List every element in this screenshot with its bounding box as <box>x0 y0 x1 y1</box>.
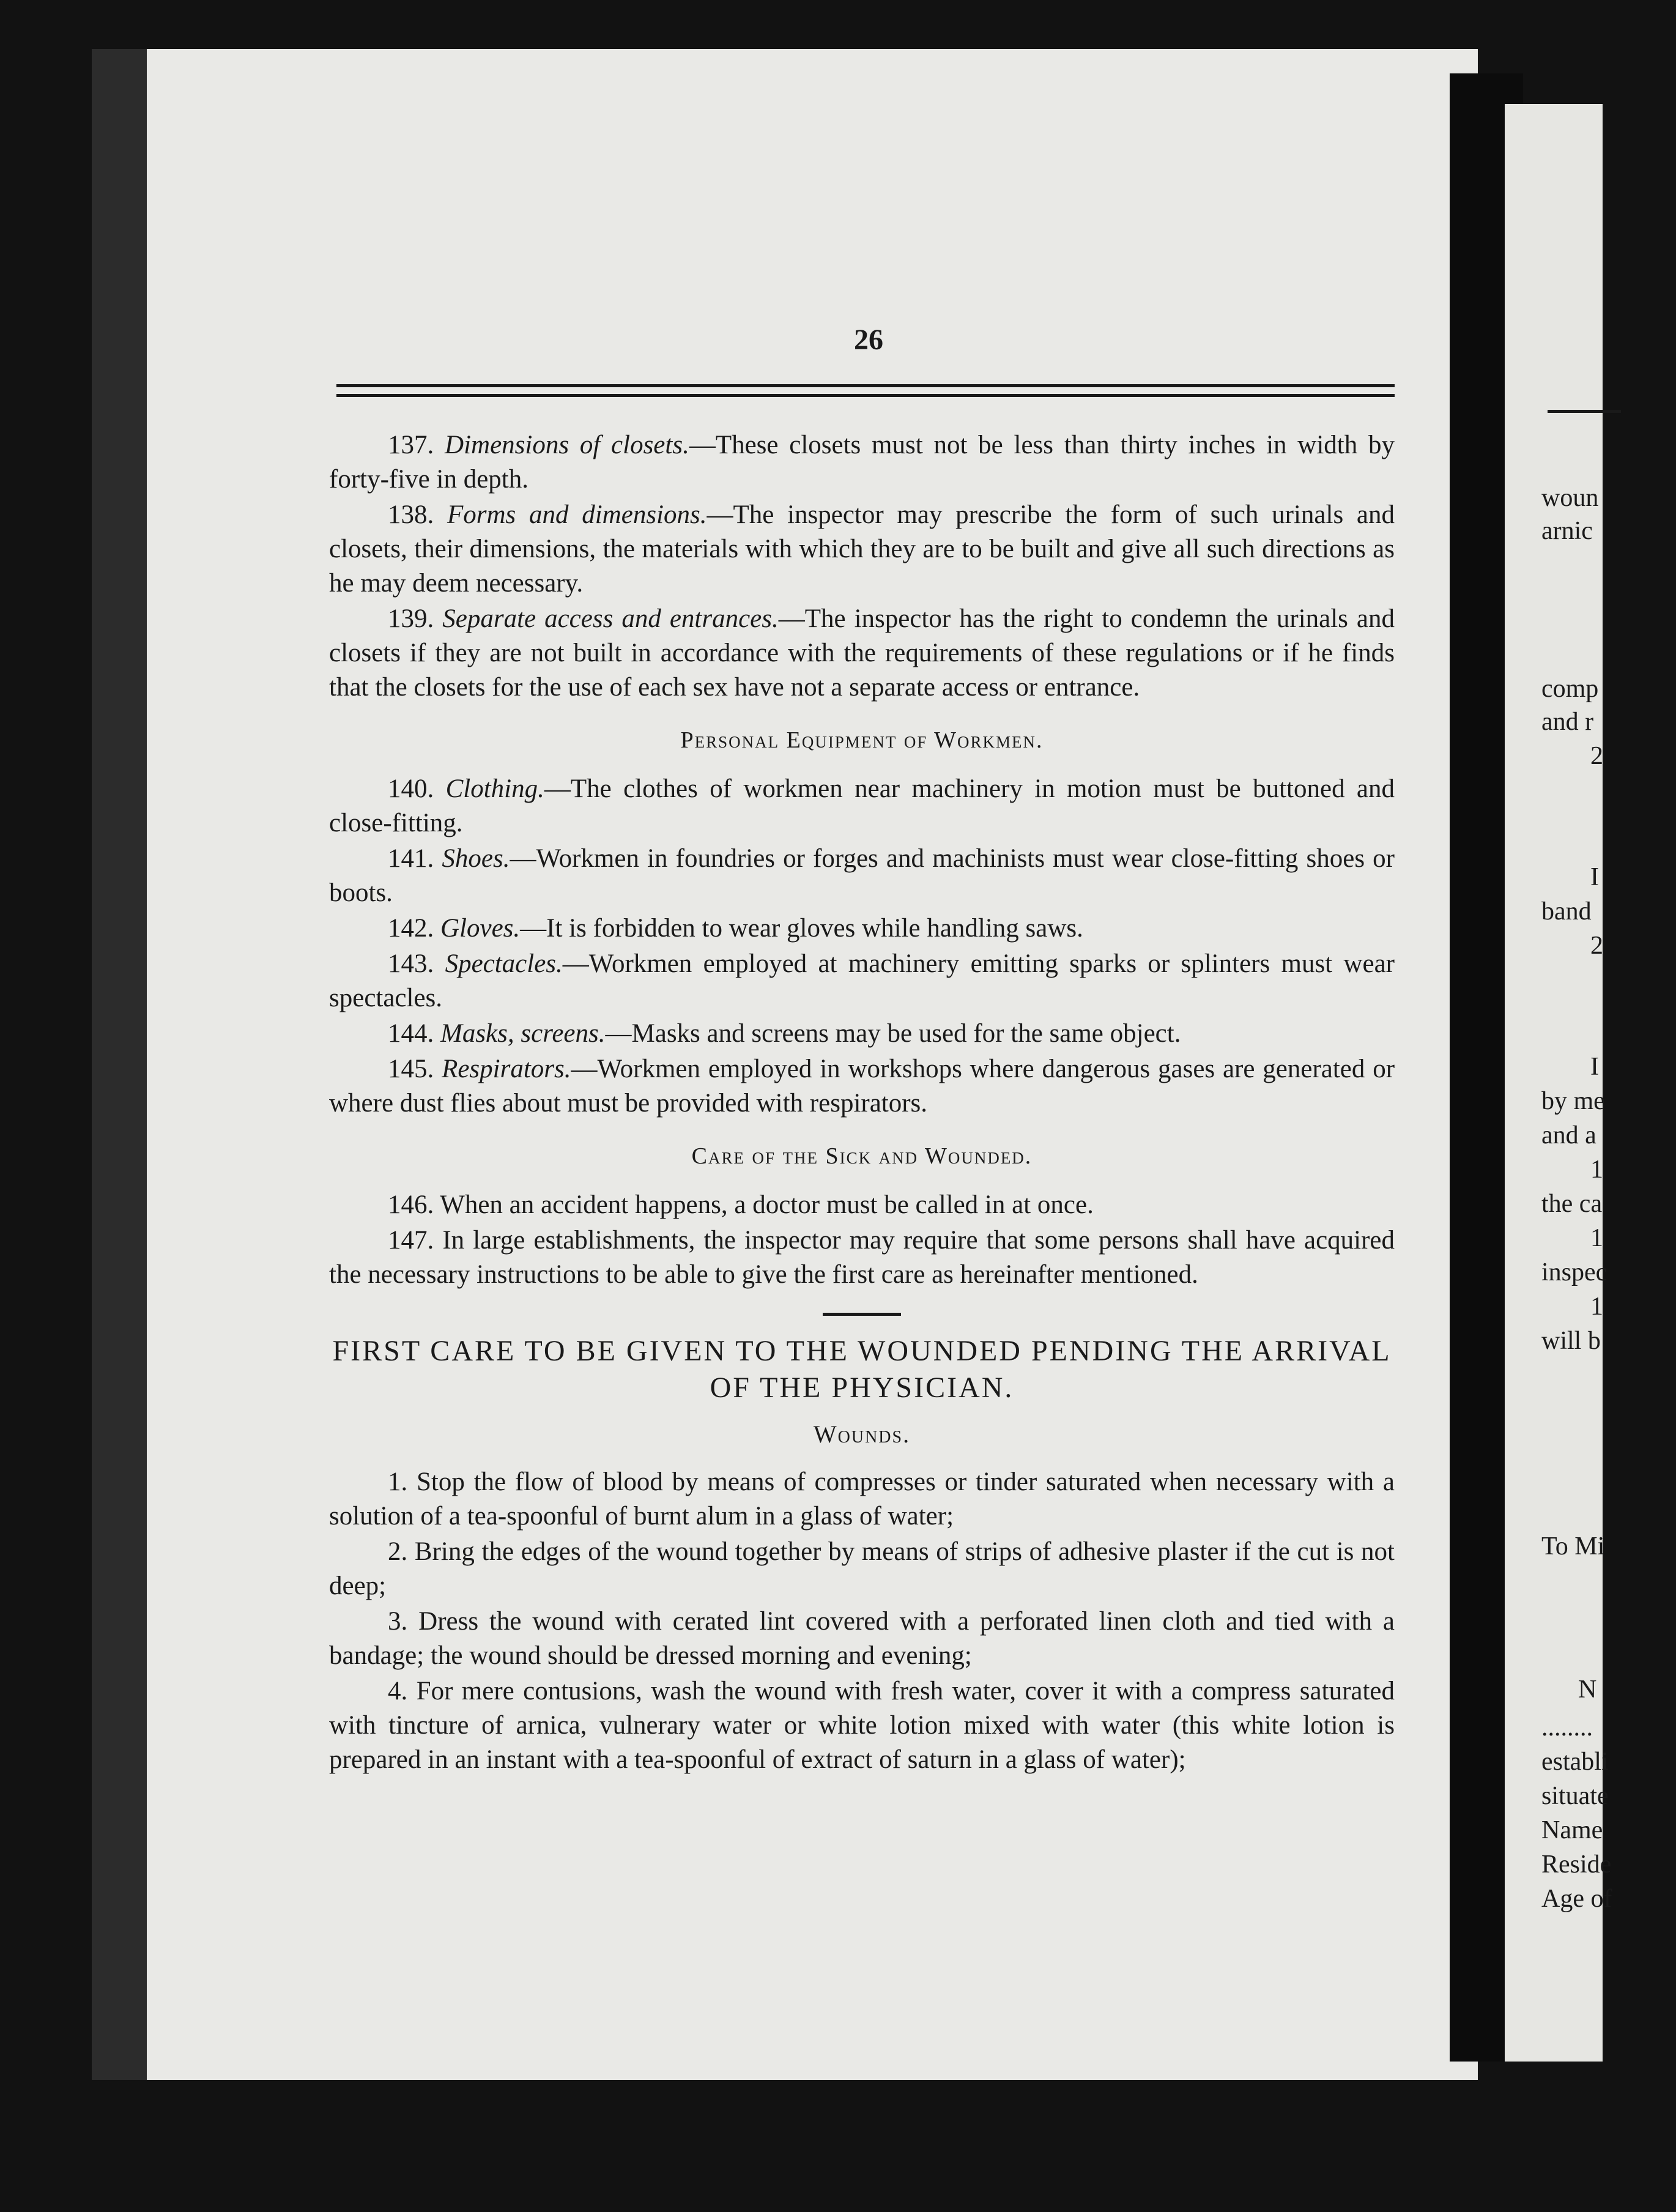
section-divider <box>823 1313 901 1316</box>
section-text: —Masks and screens may be used for the same object. <box>605 1019 1181 1048</box>
section-title: Spectacles. <box>445 949 563 978</box>
section-140 <box>329 772 1395 841</box>
section-text: —The inspector may prescribe the form of such urinals and closets, their dimensions, the materials with which they are to be built and give all such directions as he may deem necessary. <box>329 500 1395 598</box>
section-title: Masks, screens. <box>440 1019 606 1048</box>
section-number: 141. <box>388 844 434 873</box>
first-care-title: FIRST CARE TO BE GIVEN TO THE WOUNDED PENDING THE ARRIVAL OF THE PHYSICIAN. <box>332 1335 1392 1404</box>
section-text: —Workmen employed at machinery emitting sparks or splinters must wear spectacles. <box>329 949 1395 1012</box>
next-page-fragment: and a <box>1541 1121 1596 1149</box>
heading-care-sick-wounded: Care of the Sick and Wounded. <box>691 1143 1033 1169</box>
next-page-fragment: by me <box>1541 1087 1605 1115</box>
section-146 <box>329 1188 1395 1222</box>
section-143 <box>329 947 1395 1015</box>
item-text: Dress the wound with cerated lint covered with a perforated linen cloth and tied with a bandage; the wound should be dressed morning and evening; <box>329 1607 1395 1670</box>
wounds-item-2 <box>329 1535 1395 1603</box>
next-page-fragment: arnic <box>1541 517 1593 545</box>
next-page-rule <box>1548 410 1621 413</box>
section-text: —Workmen in foundries or forges and machinists must wear close-fitting shoes or boots. <box>329 844 1395 907</box>
next-page-fragment: establi <box>1541 1748 1609 1776</box>
section-137 <box>329 428 1395 497</box>
next-page-fragment: 2 <box>1590 742 1603 770</box>
section-number: 143. <box>388 949 434 978</box>
section-number: 146. <box>388 1190 434 1219</box>
item-number: 2. <box>388 1537 408 1566</box>
section-141 <box>329 842 1395 910</box>
header-rule-top <box>336 384 1395 387</box>
next-page-fragment: 1 <box>1590 1156 1603 1184</box>
next-page-fragment: I <box>1590 863 1599 891</box>
section-number: 145. <box>388 1055 434 1083</box>
next-page-fragment: N <box>1578 1676 1597 1704</box>
item-number: 3. <box>388 1607 408 1636</box>
item-number: 1. <box>388 1468 408 1496</box>
header-rule-bottom <box>336 394 1395 397</box>
next-page-fragment: and r <box>1541 708 1594 736</box>
next-page-fragment: situate <box>1541 1782 1609 1810</box>
next-page-fragment: To Mi <box>1541 1532 1605 1561</box>
next-page-fragment: comp <box>1541 675 1599 703</box>
section-text: —These closets must not be less than thirty inches in width by forty-five in depth. <box>329 431 1395 494</box>
section-number: 140. <box>388 774 434 803</box>
next-page-fragment: ........ <box>1541 1713 1593 1742</box>
section-title: Gloves. <box>440 914 521 943</box>
next-page-fragment: Age of <box>1541 1885 1612 1913</box>
next-page-fragment: 1 <box>1590 1293 1603 1321</box>
section-142 <box>329 911 1395 946</box>
section-144 <box>329 1017 1395 1051</box>
section-text: When an accident happens, a doctor must be called in at once. <box>440 1190 1094 1219</box>
heading-wounds: Wounds. <box>813 1420 911 1448</box>
section-title: Shoes. <box>442 844 510 873</box>
section-number: 147. <box>388 1226 434 1255</box>
next-page-fragment: Reside <box>1541 1850 1612 1879</box>
section-number: 137. <box>388 431 434 459</box>
section-title: Forms and dimensions. <box>447 500 707 529</box>
item-number: 4. <box>388 1677 408 1705</box>
section-text: —Workmen employed in workshops where dangerous gases are generated or where dust flies about must be provided with respirators. <box>329 1055 1395 1118</box>
section-147 <box>329 1223 1395 1292</box>
section-title: Clothing. <box>445 774 544 803</box>
next-page-fragment: the ca <box>1541 1190 1603 1218</box>
section-139 <box>329 602 1395 705</box>
wounds-item-4 <box>329 1674 1395 1777</box>
item-text: Stop the flow of blood by means of compresses or tinder saturated when necessary with a solution of a tea-spoonful of burnt alum in a glass of water; <box>329 1468 1395 1531</box>
section-title: Dimensions of closets. <box>445 431 689 459</box>
heading-personal-equipment: Personal Equipment of Workmen. <box>680 727 1044 753</box>
item-text: For mere contusions, wash the wound with fresh water, cover it with a compress saturated with tincture of arnica, vulnerary water or white lotion mixed with water (this white lotion is prepared in an instant with a tea-spoonful of extract of saturn in a glass of water); <box>329 1677 1395 1774</box>
next-page-fragment: Name <box>1541 1816 1603 1844</box>
text-column <box>329 428 1395 1778</box>
next-page-fragment: inspec <box>1541 1258 1607 1286</box>
section-title: Respirators. <box>442 1055 571 1083</box>
next-page-fragment: will b <box>1541 1327 1601 1355</box>
next-page-fragment: band <box>1541 897 1592 926</box>
section-138 <box>329 498 1395 601</box>
next-page-fragment: 1 <box>1590 1224 1603 1252</box>
page-number: 26 <box>854 324 883 356</box>
section-text: —The clothes of workmen near machinery in motion must be buttoned and close-fitting. <box>329 774 1395 837</box>
section-number: 139. <box>388 604 434 633</box>
section-text: In large establishments, the inspector may require that some persons shall have acquired the necessary instructions to be able to give the first care as hereinafter mentioned. <box>329 1226 1395 1289</box>
section-number: 144. <box>388 1019 434 1048</box>
section-number: 142. <box>388 914 434 943</box>
next-page-fragment: 2 <box>1590 932 1603 960</box>
section-number: 138. <box>388 500 434 529</box>
wounds-item-3 <box>329 1605 1395 1673</box>
item-text: Bring the edges of the wound together by means of strips of adhesive plaster if the cut is not deep; <box>329 1537 1395 1600</box>
wounds-item-1 <box>329 1465 1395 1534</box>
section-text: —The inspector has the right to condemn the urinals and closets if they are not built in accordance with the requirements of these regulations or if he finds that the closets for the use of each sex have not a separate access or entrance. <box>329 604 1395 702</box>
next-page-fragment: I <box>1590 1053 1599 1081</box>
next-page-fragment: woun <box>1541 484 1599 512</box>
section-145 <box>329 1052 1395 1121</box>
section-title: Separate access and entrances. <box>442 604 779 633</box>
section-text: —It is forbidden to wear gloves while handling saws. <box>520 914 1083 943</box>
